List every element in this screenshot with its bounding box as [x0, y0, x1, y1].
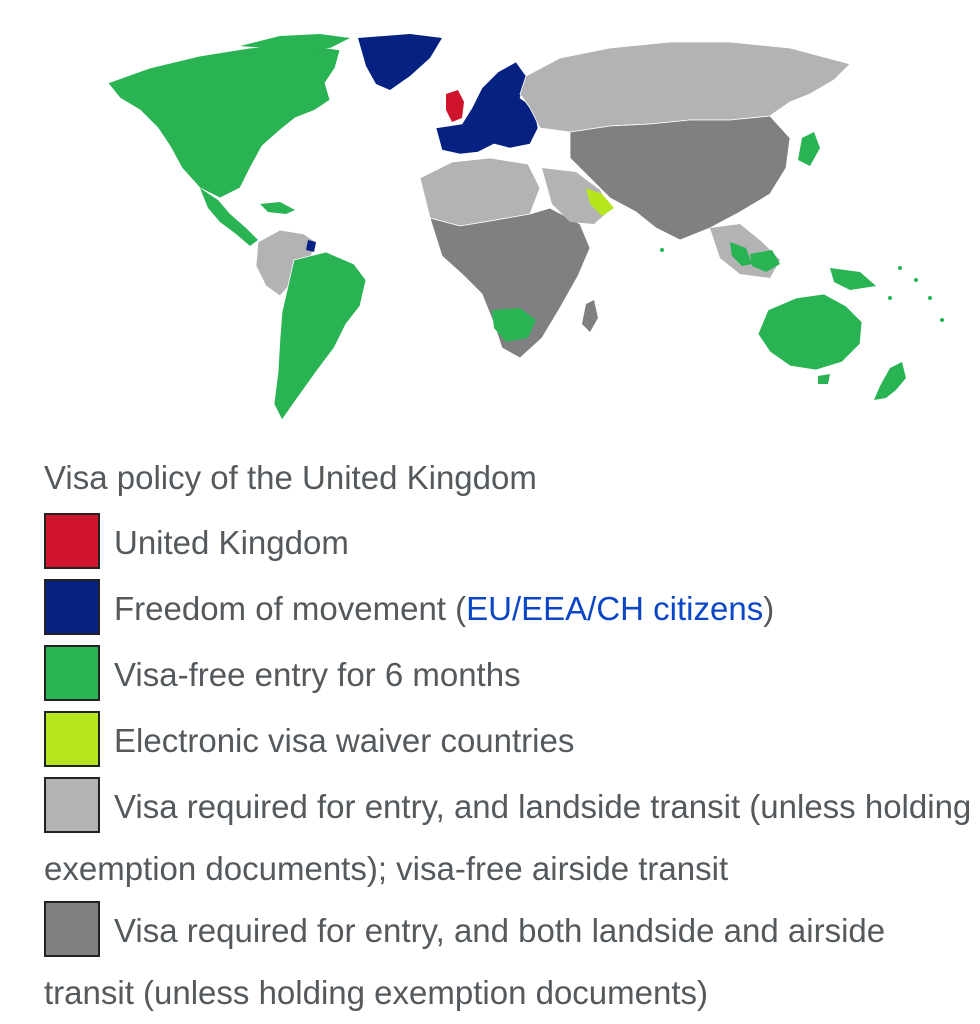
- region-greenland: [358, 34, 442, 90]
- legend-label-suffix: ): [763, 590, 775, 627]
- region-pacific-island: [898, 266, 902, 270]
- legend-swatch: [44, 645, 100, 701]
- region-central-america: [200, 188, 258, 246]
- region-north-america: [108, 44, 340, 198]
- eu-eea-ch-citizens-link[interactable]: EU/EEA/CH citizens: [466, 590, 764, 627]
- region-caribbean: [260, 202, 295, 214]
- legend-item-visa-required-airside-free: [44, 776, 974, 900]
- legend-label: Freedom of movement (: [114, 590, 467, 627]
- legend-item-visa-required-transit: [44, 900, 974, 1024]
- legend-swatch: [44, 901, 100, 957]
- world-map: [90, 28, 950, 428]
- legend-swatch: [44, 777, 100, 833]
- region-asia: [570, 116, 790, 240]
- legend-label: Visa required for entry, and landside transit (unless holding exemption documents); visa-free airside transit: [44, 788, 972, 887]
- legend-swatch: [44, 513, 100, 569]
- legend-label: Electronic visa waiver countries: [114, 722, 575, 759]
- region-pacific-island: [914, 278, 918, 282]
- legend-title: Visa policy of the United Kingdom: [44, 459, 537, 496]
- legend-item-electronic-visa-waiver: [44, 710, 974, 776]
- region-pacific-island: [940, 318, 944, 322]
- region-pacific-island: [660, 248, 664, 252]
- region-pacific-island: [888, 296, 892, 300]
- map-legend: [44, 452, 974, 1024]
- region-japan: [798, 132, 820, 166]
- legend-item-united-kingdom: [44, 512, 974, 578]
- legend-label: Visa-free entry for 6 months: [114, 656, 521, 693]
- legend-label: United Kingdom: [114, 524, 349, 561]
- legend-label: Visa required for entry, and both landside and airside transit (unless holding exemption documents): [44, 912, 886, 1011]
- region-pacific-island: [928, 296, 932, 300]
- region-russia: [520, 42, 850, 132]
- region-united-kingdom: [446, 90, 464, 122]
- legend-item-visa-free: [44, 644, 974, 710]
- legend-swatch: [44, 711, 100, 767]
- region-tasmania: [818, 374, 830, 384]
- region-madagascar: [582, 300, 598, 332]
- region-new-zealand: [874, 362, 906, 400]
- legend-item-freedom-of-movement: [44, 578, 974, 644]
- legend-swatch: [44, 579, 100, 635]
- region-papua: [830, 268, 876, 290]
- region-australia: [758, 294, 862, 370]
